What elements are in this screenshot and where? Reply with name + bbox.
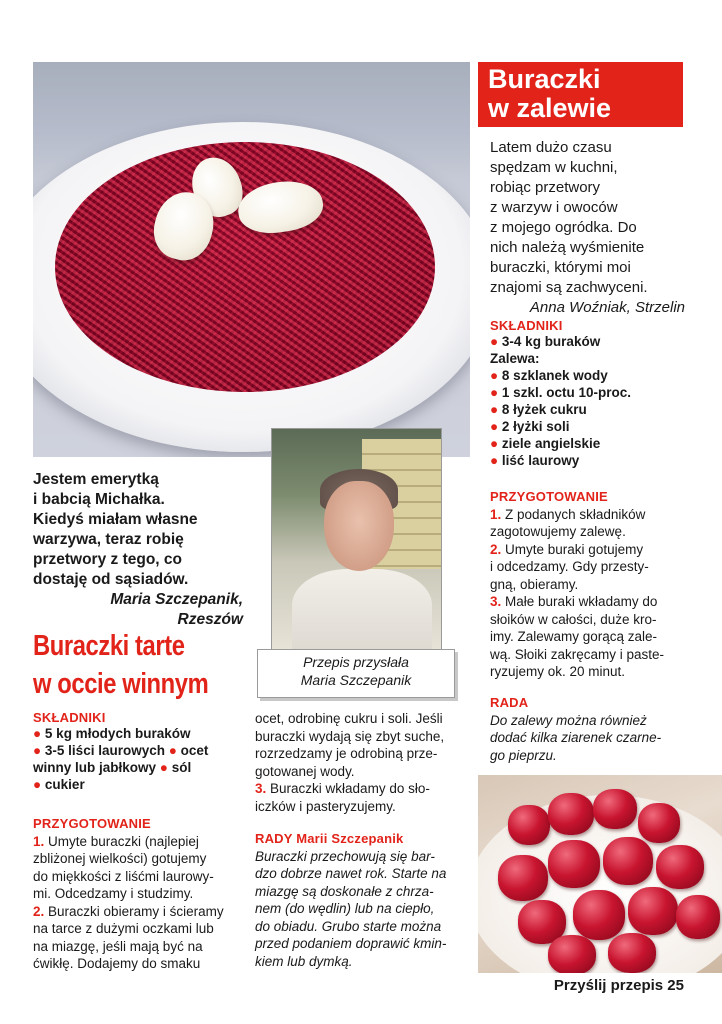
ingredient-item: ● 5 kg młodych buraków xyxy=(33,726,191,741)
beet xyxy=(608,933,656,973)
ingredient-item: ● 3-4 kg buraków xyxy=(490,334,601,349)
ingredient-item: ● 8 łyżek cukru xyxy=(490,402,587,417)
step-line: na tarce z dużymi oczkami lub xyxy=(33,921,214,936)
preparation-section-2 xyxy=(33,815,239,973)
step-line: zbliżonej wielkości) gotujemy xyxy=(33,851,207,866)
tips-heading: RADY Marii Szczepanik xyxy=(255,831,404,846)
tip-line: Buraczki przechowują się bar- xyxy=(255,848,435,864)
ingredient-item: ● 8 szklanek wody xyxy=(490,368,608,383)
caption-line: Maria Szczepanik xyxy=(300,672,412,688)
beet xyxy=(548,935,596,973)
ingredient-item: ● 2 łyżki soli xyxy=(490,419,570,434)
grated-beets-photo xyxy=(33,62,470,457)
ingredients-section xyxy=(490,318,685,469)
ingredient-item: ● 3-5 liści laurowych ● ocet winny lub jabłkowy ● sól xyxy=(33,743,209,775)
tip-line: dodać kilka ziarenek czarne- xyxy=(490,730,662,745)
intro-line: z warzyw i owoców xyxy=(490,199,618,216)
step-line: ryzujemy ok. 20 minut. xyxy=(490,664,626,679)
quote-line: dostaję od sąsiadów. xyxy=(33,571,189,588)
tip-line: dzo dobrze nawet rok. Starte na xyxy=(255,866,447,881)
intro-line: Latem dużo czasu xyxy=(490,139,612,156)
tip-line: do obiadu. Grubo starte można xyxy=(255,918,442,934)
intro-line: robiąc przetwory xyxy=(490,179,601,196)
ingredient-item: ● liść laurowy xyxy=(490,453,580,468)
step-line: na miazgę, jeśli mają być na xyxy=(33,938,203,954)
brine-label: Zalewa: xyxy=(490,351,540,366)
tip-line: Do zalewy można również xyxy=(490,712,647,728)
recipe-title xyxy=(488,65,611,123)
intro-line: spędzam w kuchni, xyxy=(490,159,618,176)
ingredients-heading: SKŁADNIKI xyxy=(490,318,563,333)
step: 2. Buraczki obieramy i ścieramy xyxy=(33,903,224,919)
step-line: ocet, odrobinę cukru i soli. Jeśli xyxy=(255,711,443,726)
page-footer: Przyślij przepis 25 xyxy=(553,977,684,994)
intro-line: nich należą wyśmienite xyxy=(490,239,645,256)
tip-line: go pieprzu. xyxy=(490,747,557,763)
intro-line: znajomi są zachwyceni. xyxy=(490,279,648,296)
step-line: rozrzedzamy je odrobiną prze- xyxy=(255,746,438,761)
step-line: buraczki wydają się zbyt suche, xyxy=(255,728,445,744)
recipe-title-box xyxy=(478,62,683,127)
quote-line: Jestem emerytką xyxy=(33,471,159,488)
ingredients-heading: SKŁADNIKI xyxy=(33,710,106,725)
tip-section xyxy=(490,694,685,764)
step-line: mi. Odcedzamy i studzimy. xyxy=(33,886,194,901)
title-line: Buraczki xyxy=(488,64,601,94)
pickled-beets-photo xyxy=(478,775,722,973)
beet xyxy=(548,793,594,835)
quote-line: Kiedyś miałam własne xyxy=(33,511,198,528)
prep-heading: PRZYGOTOWANIE xyxy=(33,816,151,831)
step-line: gotowanej wody. xyxy=(255,763,355,779)
beet xyxy=(548,840,600,888)
title-line: Buraczki tarte xyxy=(33,630,185,662)
step-line: wą. Słoiki zakręcamy i paste- xyxy=(490,646,665,662)
tip-line: miazgę są doskonałe z chrza- xyxy=(255,883,434,899)
photo-caption xyxy=(257,649,455,698)
beet xyxy=(638,803,680,843)
ingredient-item: ● ziele angielskie xyxy=(490,436,601,451)
author-portrait-photo xyxy=(271,428,442,651)
title-line: w occie winnym xyxy=(33,668,209,700)
step-line: zagotowujemy zalewę. xyxy=(490,524,626,539)
tip-line: przed podaniem doprawić kmin- xyxy=(255,936,447,951)
quote-line: i babcią Michałka. xyxy=(33,491,165,508)
grated-beets xyxy=(55,142,435,392)
beet xyxy=(573,890,625,940)
beet xyxy=(593,789,637,829)
ingredients-section-2 xyxy=(33,710,239,793)
step-line: gną, obieramy. xyxy=(490,576,579,592)
tips-section-2 xyxy=(255,830,461,970)
step-line: do miękkości z liśćmi laurowy- xyxy=(33,868,214,884)
preparation-section xyxy=(490,488,685,681)
author-quote xyxy=(33,470,243,630)
tip-heading: RADA xyxy=(490,695,529,710)
intro-line: z mojego ogródka. Do xyxy=(490,219,637,236)
quote-line: przetwory z tego, co xyxy=(33,551,182,568)
step: 1. Z podanych składników xyxy=(490,506,646,522)
step-line: iczków i pasteryzujemy. xyxy=(255,798,396,814)
beet xyxy=(508,805,550,845)
tip-line: nem (do wędlin) lub na ciepło, xyxy=(255,901,435,916)
tip-line: kiem lub dymką. xyxy=(255,953,353,969)
author-city: Rzeszów xyxy=(177,611,243,628)
prep-heading: PRZYGOTOWANIE xyxy=(490,489,608,504)
intro-line: buraczki, którymi moi xyxy=(490,259,631,276)
title-line: w zalewie xyxy=(488,93,612,123)
portrait-shoulders xyxy=(292,569,432,651)
step: 3. Buraczki wkładamy do sło- xyxy=(255,781,430,796)
step: 3. Małe buraki wkładamy do xyxy=(490,594,658,609)
step: 2. Umyte buraki gotujemy xyxy=(490,541,644,557)
step-line: imy. Zalewamy gorącą zale- xyxy=(490,629,658,644)
beet xyxy=(676,895,720,939)
author-signature: Anna Woźniak, Strzelin xyxy=(529,299,685,316)
portrait-face xyxy=(324,481,394,571)
preparation-continued xyxy=(255,710,461,815)
author-signature: Maria Szczepanik, xyxy=(110,591,243,608)
caption-line: Przepis przysłała xyxy=(303,654,409,670)
beet xyxy=(628,887,678,935)
step: 1. Umyte buraczki (najlepiej xyxy=(33,833,199,849)
ingredient-item: ● 1 szkl. octu 10-proc. xyxy=(490,385,631,400)
step-line: słoików w całości, duże kro- xyxy=(490,611,657,627)
beet xyxy=(656,845,704,889)
beet xyxy=(603,837,653,885)
beet xyxy=(498,855,548,901)
quote-line: warzywa, teraz robię xyxy=(33,531,184,548)
step-line: ćwikłę. Dodajemy do smaku xyxy=(33,956,201,971)
step-line: i odcedzamy. Gdy przesty- xyxy=(490,559,649,574)
recipe-title-2 xyxy=(33,627,208,703)
ingredient-item: ● cukier xyxy=(33,777,85,792)
intro-text xyxy=(490,138,685,318)
